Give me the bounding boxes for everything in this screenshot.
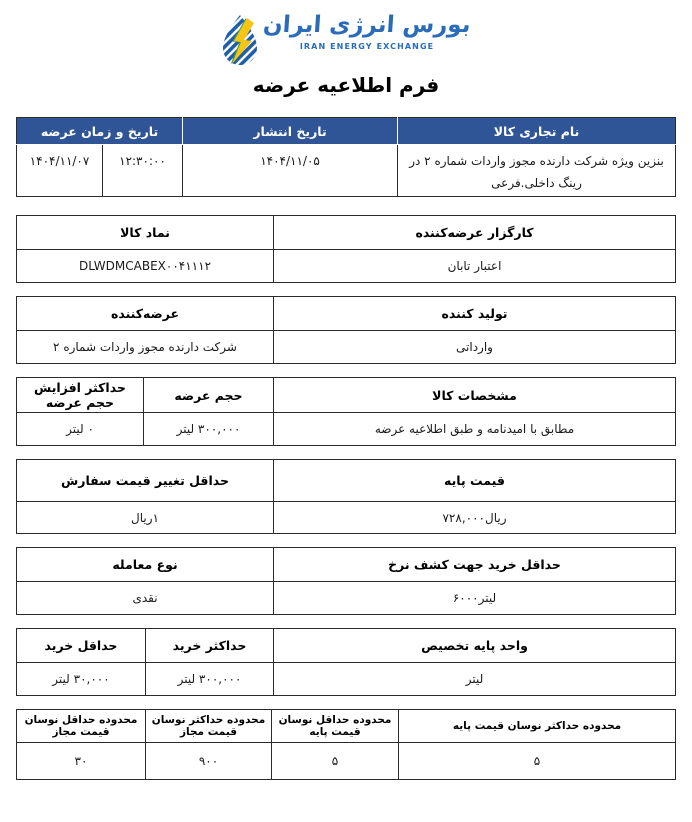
value-max-buy: ۳۰۰,۰۰۰ لیتر [146,663,274,696]
header-max-base-price-fluctuation: محدوده حداکثر نوسان قیمت پایه [399,710,676,743]
header-allocation-base-unit: واحد پایه تخصیص [274,629,676,663]
value-min-buy: ۳۰,۰۰۰ لیتر [17,663,146,696]
header-supplier: عرضه‌کننده [17,297,274,331]
energy-droplet-lightning-icon [221,14,259,66]
header-producer: تولید کننده [274,297,676,331]
table-offer-identity [16,117,676,197]
iran-energy-exchange-logo [0,12,692,66]
value-max-allowed-price-fluctuation: ۹۰۰ [146,743,272,780]
value-publish-date: ۱۴۰۴/۱۱/۰۵ [183,145,398,197]
header-min-base-price-fluctuation: محدوده حداقل نوسان قیمت پایه [272,710,399,743]
table-base-price [16,459,676,534]
header-max-allowed-price-fluctuation: محدوده حداکثر نوسان قیمت مجاز [146,710,272,743]
logo-wordmark [263,12,471,51]
value-allocation-base-unit: لیتر [274,663,676,696]
header-offer-datetime: تاریخ و زمان عرضه [17,118,183,145]
value-max-base-price-fluctuation: ۵ [399,743,676,780]
value-min-base-price-fluctuation: ۵ [272,743,399,780]
value-offer-date: ۱۴۰۴/۱۱/۰۷ [17,145,103,197]
header-commodity-symbol: نماد کالا [17,216,274,250]
header-base-price: قیمت پایه [274,460,676,502]
header-commercial-name: نام تجاری کالا [398,118,676,145]
value-trade-type: نقدی [17,582,274,615]
table-specs-volume [16,377,676,446]
logo-farsi-name: بورس انرژی ایران [262,12,472,38]
value-offer-time: ۱۲:۳۰:۰۰ [103,145,183,197]
table-producer-supplier [16,296,676,364]
header-supplying-broker: کارگزار عرضه‌کننده [274,216,676,250]
table-broker-symbol [16,215,676,283]
value-base-price: ریال۷۲۸,۰۰۰ [274,502,676,534]
value-commercial-name: بنزین ویژه شرکت دارنده مجوز واردات شماره ۲ در رینگ داخلی.فرعی [398,145,676,197]
value-min-buy-price-discovery: لیتر۶۰۰۰ [274,582,676,615]
page-title: فرم اطلاعیه عرضه [252,73,440,97]
header-offer-volume: حجم عرضه [144,378,274,413]
value-commodity-specs: مطابق با امیدنامه و طبق اطلاعیه عرضه [274,413,676,446]
header-min-allowed-price-fluctuation: محدوده حداقل نوسان قیمت مجاز [17,710,146,743]
header-max-volume-increase: حداکثر افزایش حجم عرضه [17,378,144,413]
table-fluctuation-ranges [16,709,676,780]
value-commodity-symbol: DLWDMCABEX۰۰۴۱۱۱۲ [17,250,274,283]
header-commodity-specs: مشخصات کالا [274,378,676,413]
value-offer-volume: ۳۰۰,۰۰۰ لیتر [144,413,274,446]
header-publish-date: تاریخ انتشار [183,118,398,145]
value-min-order-price-change: ۱ریال [17,502,274,534]
header-max-buy: حداکثر خرید [146,629,274,663]
table-buy-limits [16,628,676,696]
header-trade-type: نوع معامله [17,548,274,582]
value-supplier: شرکت دارنده مجوز واردات شماره ۲ [17,331,274,364]
header-min-order-price-change: حداقل تغییر قیمت سفارش [17,460,274,502]
value-supplying-broker: اعتبار تابان [274,250,676,283]
header-min-buy: حداقل خرید [17,629,146,663]
logo-english-name: IRAN ENERGY EXCHANGE [299,41,435,51]
value-producer: وارداتی [274,331,676,364]
value-max-volume-increase: ۰ لیتر [17,413,144,446]
header-min-buy-price-discovery: حداقل خرید جهت کشف نرخ [274,548,676,582]
value-min-allowed-price-fluctuation: ۳۰ [17,743,146,780]
table-trade-type [16,547,676,615]
